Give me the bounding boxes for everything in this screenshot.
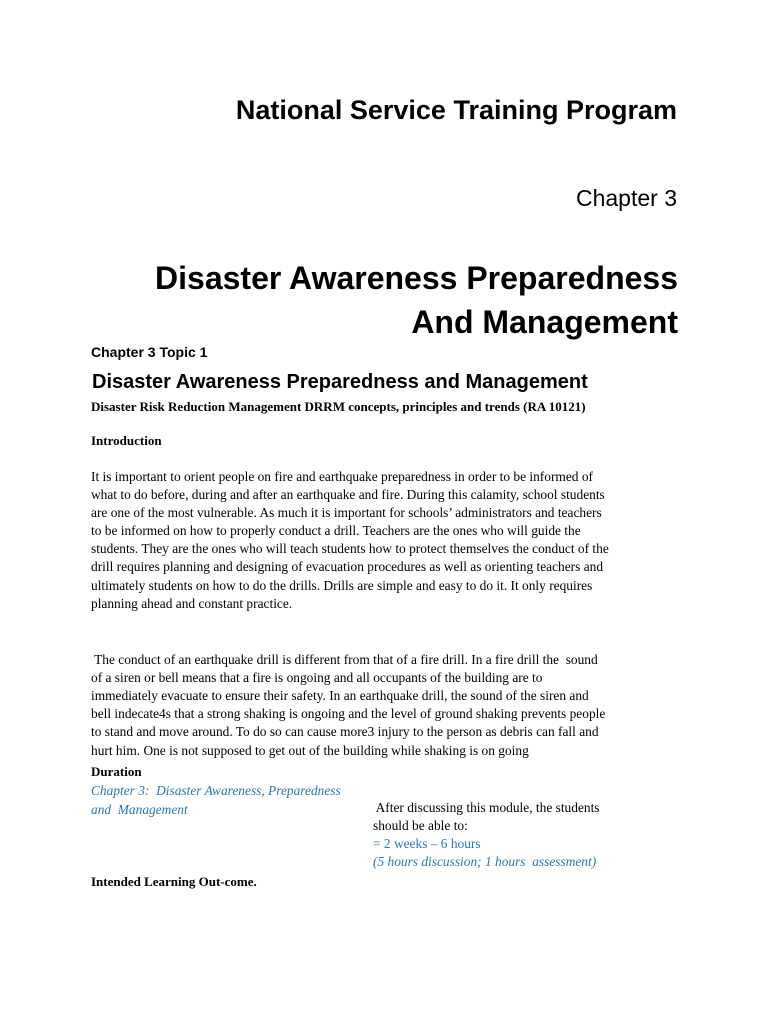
chapter-title <box>80 256 678 344</box>
introduction-paragraph-2 <box>91 633 691 760</box>
paragraph-line: The conduct of an earthquake drill is different from that of a fire drill. In a fire drill the sound <box>91 652 598 668</box>
paragraph-line: are one of the most vulnerable. As much it is important for schools’ administrators and teachers <box>91 505 602 521</box>
paragraph-line: to be informed on how to properly conduct a drill. Teachers are the ones who will guide the <box>91 523 581 539</box>
paragraph-line: students. They are the ones who will teach students how to protect themselves the conduct of the <box>91 541 609 557</box>
paragraph-line: It is important to orient people on fire and earthquake preparedness in order to be informed of <box>91 469 593 484</box>
paragraph-line: of a siren or bell means that a fire is ongoing and all occupants of the building are to <box>91 670 543 686</box>
duration-chapter-reference-line-1: Chapter 3: Disaster Awareness, Preparedness <box>91 783 341 798</box>
introduction-heading: Introduction <box>91 433 162 448</box>
learning-outcome-intro-line-2: should be able to: <box>373 818 468 833</box>
topic-label: Chapter 3 Topic 1 <box>91 344 208 360</box>
paragraph-line: bell indecate4s that a strong shaking is ongoing and the level of ground shaking prevents people <box>91 706 606 722</box>
intended-learning-outcome-heading: Intended Learning Out-come. <box>91 874 257 889</box>
duration-time: = 2 weeks – 6 hours <box>373 836 481 851</box>
chapter-title-line-1: Disaster Awareness Preparedness <box>155 260 678 296</box>
paragraph-line: planning ahead and constant practice. <box>91 595 293 611</box>
topic-title: Disaster Awareness Preparedness and Management <box>92 371 588 393</box>
document-title: National Service Training Program <box>235 95 677 125</box>
learning-outcome-intro-line-1: After discussing this module, the students <box>373 800 600 815</box>
duration-chapter-reference <box>91 781 381 819</box>
chapter-title-line-2: And Management <box>411 304 678 340</box>
duration-heading: Duration <box>91 764 142 779</box>
duration-breakdown: (5 hours discussion; 1 hours assessment) <box>373 854 597 869</box>
chapter-number: Chapter 3 <box>575 185 677 211</box>
topic-subheading: Disaster Risk Reduction Management DRRM concepts, principles and trends (RA 10121) <box>91 399 586 414</box>
introduction-paragraph-1 <box>91 468 691 613</box>
duration-chapter-reference-line-2: and Management <box>91 802 188 817</box>
paragraph-line: ultimately students on how to do the drills. Drills are simple and easy to do it. It only requires <box>91 577 593 593</box>
paragraph-line: hurt him. One is not supposed to get out of the building while shaking is on going <box>91 742 529 758</box>
paragraph-line: immediately evacuate to ensure their safety. In an earthquake drill, the sound of the siren and <box>91 688 589 704</box>
paragraph-line: what to do before, during and after an earthquake and fire. During this calamity, school students <box>91 487 605 503</box>
learning-outcome-intro <box>373 799 673 835</box>
paragraph-line: drill requires planning and designing of evacuation procedures as well as orienting teachers and <box>91 559 604 575</box>
paragraph-line: to stand and move around. To do so can cause more3 injury to the person as debris can fall and <box>91 724 599 740</box>
